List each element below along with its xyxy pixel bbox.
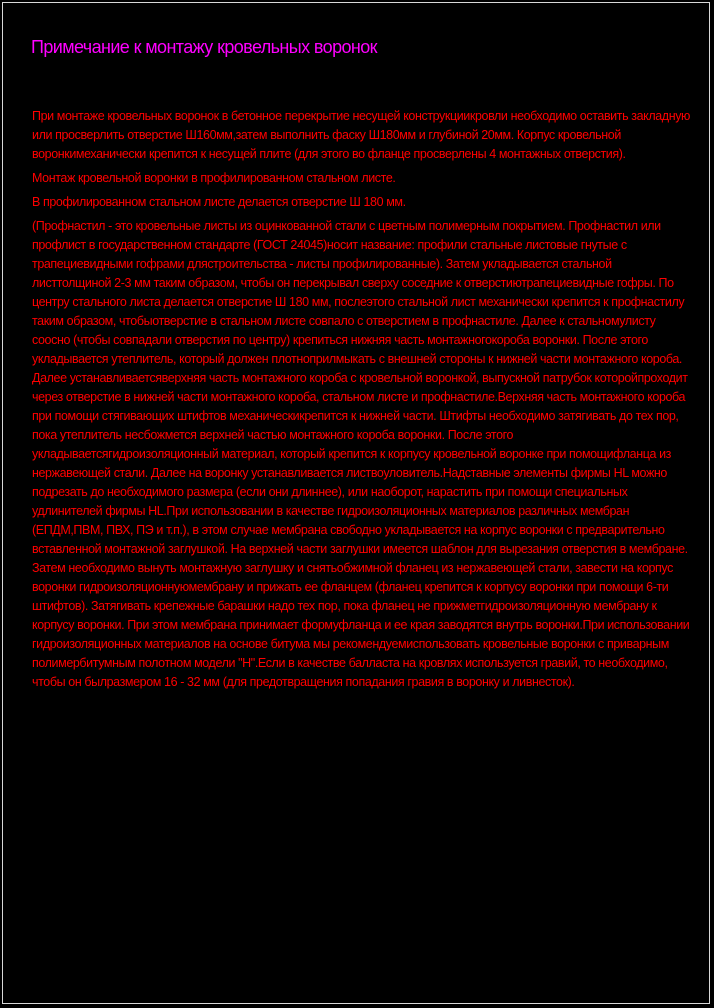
paragraph: При монтаже кровельных воронок в бетонное перекрытие несущей конструкциикровли необходимо оставить закладную или просверлить отверстие Ш160мм,затем выполнить фаску Ш180мм и глубиной 20мм. Корпус кровельной воронкимеханически крепится к несущей плите (для этого во фланце просверлены 4 монтажных отверстия). (32, 109, 691, 161)
paragraph: В профилированном стальном листе делается отверстие Ш 180 мм. (32, 195, 406, 209)
drawing-sheet-frame (2, 2, 710, 1004)
note-body (32, 107, 692, 697)
paragraph: Монтаж кровельной воронки в профилированном стальном листе. (32, 171, 396, 185)
page-title: Примечание к монтажу кровельных воронок (31, 37, 377, 57)
paragraph: (Профнастил - это кровельные листы из оцинкованной стали с цветным полимерным покрытием. Профнастил или профлист в государственном стандарте (ГОСТ 24045)носит название: профили стальные листовые гнутые с трапециевидными гофрами длястроительства - листы профилированные). Затем укладывается стальной листтолщиной 2-3 мм таким образом, чтобы он перекрывал сверху соседние к отверстиютрапециевидные гофры. По центру стального листа делается отверстие Ш 180 мм, послеэтого стальной лист механически крепится к профнастилу таким образом, чтобыотверстие в стальном листе совпало с отверстием в профнастиле. Далее к стальномулисту соосно (чтобы совпадали отверстия по центру) крепиться нижняя часть монтажногокороба воронки. После этого укладывается утеплитель, который должен плотноприлмыкать с внешней стороны к нижней части монтажного короба. Далее устанавливаетсяверхняя часть монтажного короба с кровельной воронкой, выпускной патрубок которойпроходит через отверстие в нижней части монтажного короба, стальном листе и профнастиле.Верхняя часть монтажного короба при помощи стягивающих штифтов механическикрепится к нижней части. Штифты необходимо затягивать до тех пор, пока утеплитель несбожмется верхней частью монтажного короба воронки. После этого укладываетсягидроизоляционный материал, который крепится к корпусу кровельной воронке при помощифланца из нержавеющей стали. Далее на воронку устанавливается листвоуловитель.Надставные элементы фирмы HL можно подрезать до необходимого размера (если они длиннее), или наоборот, нарастить при помощи специальных удлинителей фирмы HL.При использовании в качестве гидроизоляционных материалов различных мембран (ЕПДМ,ПВМ, ПВХ, ПЭ и т.п.), в этом случае мембрана свободно укладывается на корпус воронки с предварительно вставленной монтажной заглушкой. На верхней части заглушки имеется шаблон для вырезания отверстия в мембране. Затем необходимо вынуть монтажную заглушку и снятьобжимной фланец из нержавеющей стали, завести на корпус воронки гидроизоляционнуюмембрану и прижать ее фланцем (фланец крепится к корпусу воронки при помощи 6-ти штифтов). Затягивать крепежные барашки надо тех пор, пока фланец не прижметгидроизоляционную мембрану к корпусу воронки. При этом мембрана принимает формуфланца и ее края заводятся внутрь воронки.При использовании гидроизоляционных материалов на основе битума мы рекомендуемиспользовать кровельные воронки с приварным полимербитумным полотном модели "Н".Если в качестве балласта на кровлях используется гравий, то необходимо, чтобы он былразмером 16 - 32 мм (для предотвращения попадания гравия в воронку и ливнесток). (32, 219, 690, 689)
